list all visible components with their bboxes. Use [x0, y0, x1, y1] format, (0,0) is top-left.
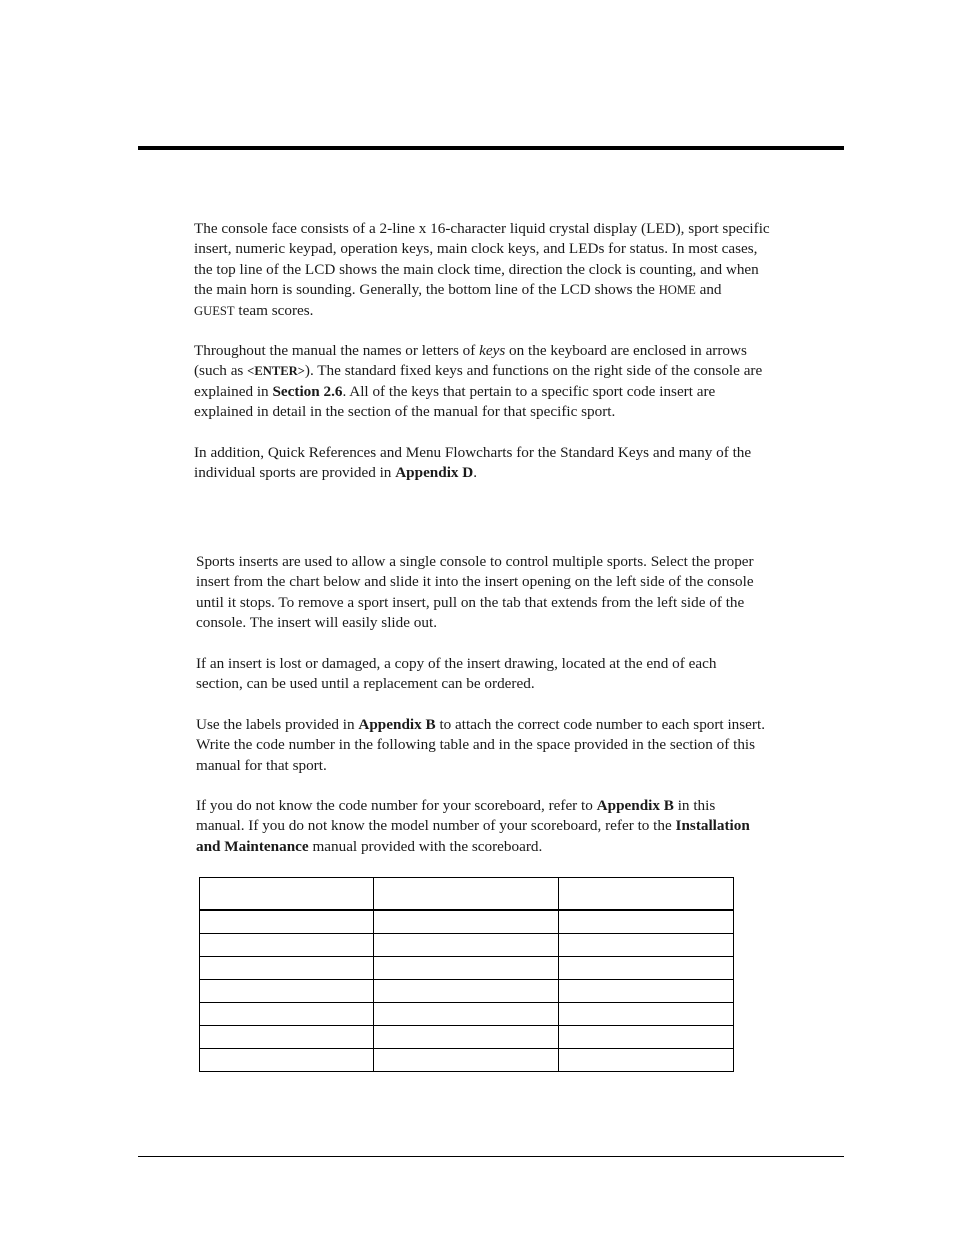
table-cell [559, 957, 734, 980]
table-header-cell [559, 878, 734, 911]
console-face-paragraph: The console face consists of a 2-line x 16-character liquid crystal display (LED), sport specific insert, numeric keypad, operation keys, main clock keys, and LEDs for status. In most cases, the top line of the LCD shows the main clock time, direction the clock is counting, and when the main horn is sounding. Generally, the bottom line of the LCD shows the HOME and GUEST team scores. [194, 220, 770, 319]
table-header-cell [374, 878, 559, 911]
table-cell [374, 910, 559, 934]
table-cell [374, 934, 559, 957]
table-row [200, 934, 734, 957]
appendix-d-reference: Appendix D [395, 464, 474, 482]
table-cell [374, 980, 559, 1003]
appendix-b-reference: Appendix B [358, 716, 436, 733]
guest-term: GUEST [194, 303, 235, 318]
table-header-row [200, 878, 734, 911]
table-cell [374, 1049, 559, 1072]
footer-rule [138, 1156, 844, 1157]
table-header-cell [200, 878, 374, 911]
home-term: HOME [658, 283, 696, 298]
table-cell [374, 1026, 559, 1049]
table-cell [559, 1049, 734, 1072]
table-cell [200, 1003, 374, 1026]
labels-paragraph: Use the labels provided in Appendix B to attach the correct code number to each sport insert. Write the code number in the following table and in the space provided in the section of this manual for that sport. [196, 716, 765, 774]
keys-term: keys [479, 342, 506, 359]
table-cell [200, 980, 374, 1003]
table-row [200, 1026, 734, 1049]
table-cell [374, 957, 559, 980]
table-row [200, 980, 734, 1003]
appendix-b-reference: Appendix B [596, 797, 674, 814]
table-cell [559, 934, 734, 957]
table-cell [374, 1003, 559, 1026]
table-cell [559, 1003, 734, 1026]
installation-manual-reference: Installation [675, 817, 750, 835]
top-rule [138, 146, 844, 150]
table-cell [559, 1026, 734, 1049]
table-row [200, 1003, 734, 1026]
table-cell [200, 1049, 374, 1072]
code-number-paragraph: If you do not know the code number for your scoreboard, refer to Appendix B in this manual. If you do not know the model number of your scoreboard, refer to the Installation and Maintenance manual provided with the scoreboard. [196, 797, 750, 855]
table-cell [559, 980, 734, 1003]
section-reference: Section 2.6 [272, 382, 343, 400]
table-cell [200, 934, 374, 957]
table-row [200, 957, 734, 980]
table-cell [200, 957, 374, 980]
table-cell [200, 910, 374, 934]
sports-inserts-paragraph: Sports inserts are used to allow a single console to control multiple sports. Select the proper insert from the chart below and slide it into the insert opening on the left side of the console until it stops. To remove a sport insert, pull on the tab that extends from the left side of the console. The insert will easily slide out. [196, 553, 754, 632]
lost-insert-paragraph: If an insert is lost or damaged, a copy of the insert drawing, located at the end of each section, can be used until a replacement can be ordered. [196, 655, 717, 693]
table-row [200, 1049, 734, 1072]
table-cell [559, 910, 734, 934]
table-row [200, 910, 734, 934]
enter-key-term: <ENTER> [247, 364, 305, 379]
table-cell [200, 1026, 374, 1049]
maintenance-manual-reference: and Maintenance [196, 837, 309, 855]
keys-paragraph: Throughout the manual the names or letters of keys on the keyboard are enclosed in arrows (such as <ENTER>). The standard fixed keys and functions on the right side of the console are explained in Section 2.6. All of the keys that pertain to a specific sport code insert are explained in detail in the section of the manual for that specific sport. [194, 342, 763, 421]
quick-reference-paragraph: In addition, Quick References and Menu Flowcharts for the Standard Keys and many of the individual sports are provided in Appendix D. [194, 444, 752, 482]
sport-insert-code-table [199, 877, 734, 1072]
